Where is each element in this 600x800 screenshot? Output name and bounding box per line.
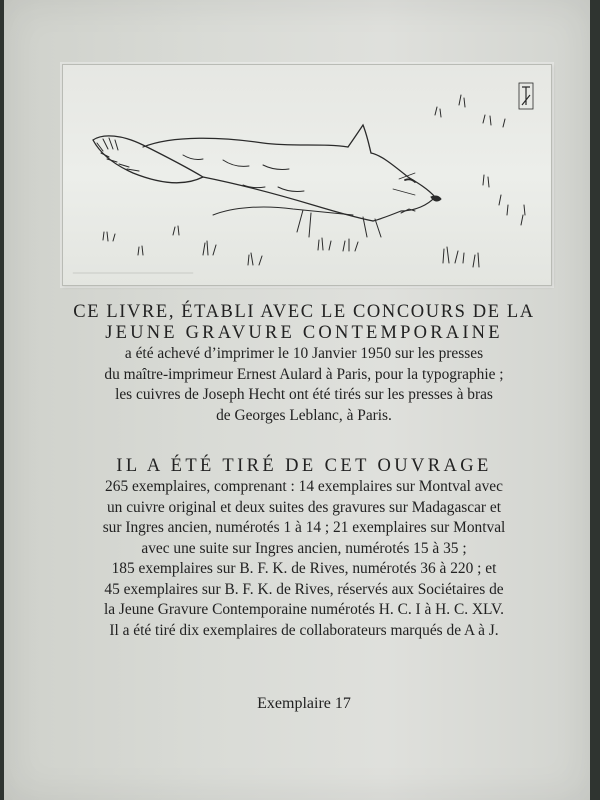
colophon-line: du maître-imprimeur Ernest Aulard à Paris, pour la typographie ; [104, 365, 504, 383]
justification-line: 45 exemplaires sur B. F. K. de Rives, réservés aux Sociétaires de [104, 580, 504, 598]
justification-line: un cuivre original et deux suites des gravures sur Madagascar et [106, 498, 502, 516]
book-page [4, 0, 590, 800]
colophon-block [44, 302, 564, 426]
colophon-heading-line1: CE LIVRE, ÉTABLI AVEC LE CONCOURS DE LA [73, 302, 535, 322]
colophon-line: les cuivres de Joseph Hecht ont été tirés sur les presses à bras [115, 386, 493, 403]
colophon-heading-line2: JEUNE GRAVURE CONTEMPORAINE [105, 323, 503, 343]
justification-line: 265 exemplaires, comprenant : 14 exemplaires sur Montval avec [105, 478, 503, 495]
justification-line: la Jeune Gravure Contemporaine numérotés H. C. I à H. C. XLV. [103, 601, 505, 618]
colophon-line: a été achevé d’imprimer le 10 Janvier 1950 sur les presses [124, 345, 484, 362]
justification-line: 185 exemplaires sur B. F. K. de Rives, numérotés 36 à 220 ; et [111, 560, 497, 577]
justification-block [44, 456, 564, 641]
exemplaire-number: Exemplaire 17 [257, 695, 351, 712]
colophon-line: de Georges Leblanc, à Paris. [216, 406, 392, 424]
justification-line: sur Ingres ancien, numérotés 1 à 14 ; 21 exemplaires sur Montval [102, 519, 506, 536]
fox-etching-icon [63, 65, 551, 285]
monogram-icon [519, 83, 533, 109]
justification-line: avec une suite sur Ingres ancien, numérotés 15 à 35 ; [141, 539, 467, 557]
justification-line: Il a été tiré dix exemplaires de collaborateurs marqués de A à J. [109, 621, 499, 639]
justification-heading: IL A ÉTÉ TIRÉ DE CET OUVRAGE [116, 456, 492, 476]
fox-etching-plate [62, 64, 552, 286]
